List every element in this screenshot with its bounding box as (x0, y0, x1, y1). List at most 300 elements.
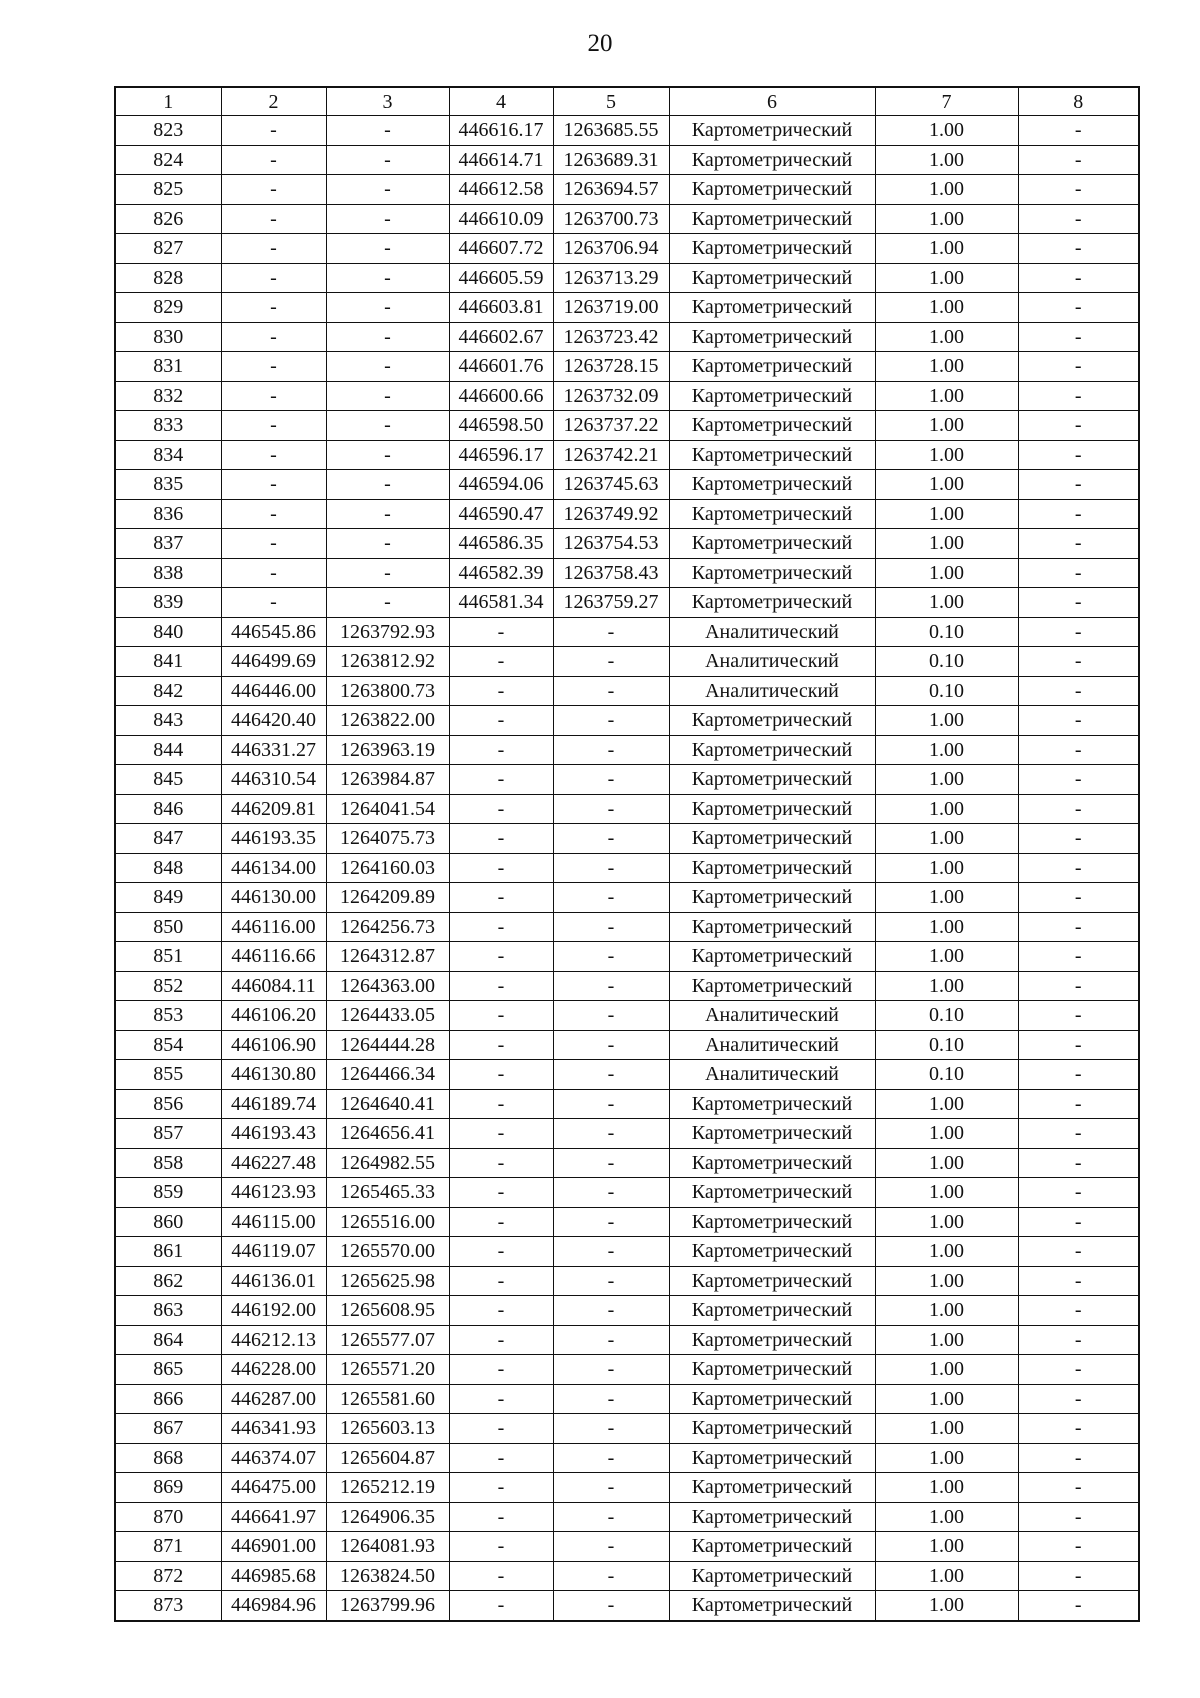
table-cell-col-3: 1264640.41 (326, 1089, 449, 1119)
table-cell-col-5: 1263700.73 (553, 204, 669, 234)
table-cell-col-3: - (326, 499, 449, 529)
column-header-8: 8 (1018, 87, 1139, 116)
table-cell-col-4: - (449, 676, 553, 706)
table-cell-col-5: 1263694.57 (553, 175, 669, 205)
table-cell-col-7: 0.10 (875, 1060, 1018, 1090)
table-cell-col-6: Картометрический (669, 1089, 875, 1119)
table-cell-col-7: 1.00 (875, 1443, 1018, 1473)
table-cell-col-1: 848 (115, 853, 221, 883)
table-cell-col-2: 446310.54 (221, 765, 326, 795)
table-cell-col-6: Картометрический (669, 1119, 875, 1149)
table-cell-col-5: 1263745.63 (553, 470, 669, 500)
table-row (115, 706, 1139, 736)
table-cell-col-5: 1263737.22 (553, 411, 669, 441)
table-cell-col-3: - (326, 411, 449, 441)
table-cell-col-7: 1.00 (875, 765, 1018, 795)
table-cell-col-1: 846 (115, 794, 221, 824)
table-cell-col-8: - (1018, 1502, 1139, 1532)
table-row (115, 912, 1139, 942)
table-cell-col-3: 1264982.55 (326, 1148, 449, 1178)
table-cell-col-8: - (1018, 470, 1139, 500)
table-cell-col-8: - (1018, 440, 1139, 470)
table-cell-col-1: 842 (115, 676, 221, 706)
table-row (115, 676, 1139, 706)
table-cell-col-1: 845 (115, 765, 221, 795)
table-cell-col-7: 0.10 (875, 676, 1018, 706)
table-row (115, 1532, 1139, 1562)
table-cell-col-6: Картометрический (669, 1473, 875, 1503)
table-cell-col-1: 827 (115, 234, 221, 264)
table-cell-col-5: - (553, 676, 669, 706)
table-cell-col-6: Аналитический (669, 647, 875, 677)
table-cell-col-5: 1263685.55 (553, 116, 669, 146)
table-cell-col-4: - (449, 617, 553, 647)
table-row (115, 1502, 1139, 1532)
column-header-1: 1 (115, 87, 221, 116)
table-cell-col-4: - (449, 1266, 553, 1296)
table-cell-col-3: 1265516.00 (326, 1207, 449, 1237)
table-cell-col-4: - (449, 883, 553, 913)
table-cell-col-6: Картометрический (669, 381, 875, 411)
table-cell-col-4: 446612.58 (449, 175, 553, 205)
table-cell-col-2: - (221, 234, 326, 264)
table-cell-col-2: - (221, 352, 326, 382)
table-cell-col-5: - (553, 1532, 669, 1562)
table-cell-col-1: 834 (115, 440, 221, 470)
table-cell-col-3: 1264256.73 (326, 912, 449, 942)
table-cell-col-5: - (553, 1443, 669, 1473)
table-cell-col-2: 446446.00 (221, 676, 326, 706)
table-cell-col-1: 868 (115, 1443, 221, 1473)
table-cell-col-7: 1.00 (875, 204, 1018, 234)
table-cell-col-5: 1263754.53 (553, 529, 669, 559)
table-cell-col-7: 1.00 (875, 1355, 1018, 1385)
table-cell-col-2: - (221, 175, 326, 205)
table-cell-col-6: Картометрический (669, 529, 875, 559)
coordinates-table (114, 86, 1140, 1622)
table-cell-col-3: 1264081.93 (326, 1532, 449, 1562)
table-cell-col-8: - (1018, 322, 1139, 352)
table-row (115, 647, 1139, 677)
table-row (115, 1443, 1139, 1473)
table-cell-col-1: 855 (115, 1060, 221, 1090)
table-cell-col-5: - (553, 1473, 669, 1503)
table-cell-col-7: 1.00 (875, 706, 1018, 736)
table-cell-col-1: 835 (115, 470, 221, 500)
table-cell-col-4: 446596.17 (449, 440, 553, 470)
table-cell-col-4: 446610.09 (449, 204, 553, 234)
table-cell-col-1: 833 (115, 411, 221, 441)
table-cell-col-8: - (1018, 735, 1139, 765)
table-cell-col-2: - (221, 322, 326, 352)
table-cell-col-4: - (449, 824, 553, 854)
table-cell-col-6: Картометрический (669, 1502, 875, 1532)
table-cell-col-6: Картометрический (669, 1237, 875, 1267)
table-cell-col-2: 446106.20 (221, 1001, 326, 1031)
table-cell-col-2: 446331.27 (221, 735, 326, 765)
table-cell-col-6: Картометрический (669, 1148, 875, 1178)
table-row (115, 175, 1139, 205)
table-cell-col-2: 446228.00 (221, 1355, 326, 1385)
table-cell-col-6: Картометрический (669, 794, 875, 824)
table-cell-col-4: - (449, 912, 553, 942)
table-cell-col-2: 446420.40 (221, 706, 326, 736)
table-cell-col-6: Картометрический (669, 1532, 875, 1562)
table-cell-col-7: 1.00 (875, 234, 1018, 264)
table-cell-col-2: - (221, 411, 326, 441)
table-cell-col-2: 446136.01 (221, 1266, 326, 1296)
table-cell-col-7: 1.00 (875, 1325, 1018, 1355)
table-cell-col-6: Картометрический (669, 145, 875, 175)
table-cell-col-8: - (1018, 1060, 1139, 1090)
table-cell-col-3: 1265577.07 (326, 1325, 449, 1355)
table-cell-col-2: 446287.00 (221, 1384, 326, 1414)
table-cell-col-7: 1.00 (875, 1591, 1018, 1621)
table-row (115, 204, 1139, 234)
table-row (115, 1207, 1139, 1237)
table-cell-col-8: - (1018, 145, 1139, 175)
table-row (115, 470, 1139, 500)
table-cell-col-3: 1264444.28 (326, 1030, 449, 1060)
table-cell-col-7: 1.00 (875, 293, 1018, 323)
table-cell-col-5: - (553, 1207, 669, 1237)
table-cell-col-6: Картометрический (669, 411, 875, 441)
table-cell-col-1: 857 (115, 1119, 221, 1149)
table-cell-col-3: - (326, 470, 449, 500)
table-cell-col-6: Картометрический (669, 588, 875, 618)
table-cell-col-3: 1265603.13 (326, 1414, 449, 1444)
table-cell-col-6: Картометрический (669, 853, 875, 883)
table-row (115, 942, 1139, 972)
table-cell-col-3: 1263799.96 (326, 1591, 449, 1621)
table-cell-col-2: - (221, 529, 326, 559)
table-header-row (115, 87, 1139, 116)
table-cell-col-2: - (221, 381, 326, 411)
table-cell-col-4: 446600.66 (449, 381, 553, 411)
table-cell-col-1: 872 (115, 1561, 221, 1591)
table-cell-col-6: Картометрический (669, 735, 875, 765)
table-cell-col-6: Картометрический (669, 1561, 875, 1591)
table-cell-col-1: 823 (115, 116, 221, 146)
table-cell-col-8: - (1018, 647, 1139, 677)
table-cell-col-4: - (449, 1296, 553, 1326)
table-cell-col-4: - (449, 1532, 553, 1562)
table-cell-col-1: 854 (115, 1030, 221, 1060)
table-cell-col-4: - (449, 1502, 553, 1532)
column-header-2: 2 (221, 87, 326, 116)
table-row (115, 1296, 1139, 1326)
table-cell-col-1: 869 (115, 1473, 221, 1503)
table-cell-col-6: Аналитический (669, 676, 875, 706)
table-cell-col-3: 1263984.87 (326, 765, 449, 795)
table-cell-col-3: 1263963.19 (326, 735, 449, 765)
table-cell-col-3: - (326, 529, 449, 559)
table-cell-col-3: 1264075.73 (326, 824, 449, 854)
table-cell-col-7: 1.00 (875, 1089, 1018, 1119)
table-cell-col-3: - (326, 588, 449, 618)
table-cell-col-7: 1.00 (875, 588, 1018, 618)
table-cell-col-6: Картометрический (669, 824, 875, 854)
table-cell-col-1: 866 (115, 1384, 221, 1414)
table-cell-col-5: - (553, 1384, 669, 1414)
table-cell-col-6: Картометрический (669, 234, 875, 264)
table-cell-col-8: - (1018, 971, 1139, 1001)
table-cell-col-2: - (221, 588, 326, 618)
table-cell-col-5: 1263728.15 (553, 352, 669, 382)
table-cell-col-8: - (1018, 942, 1139, 972)
table-cell-col-8: - (1018, 381, 1139, 411)
table-cell-col-6: Картометрический (669, 322, 875, 352)
table-cell-col-4: - (449, 794, 553, 824)
table-cell-col-1: 849 (115, 883, 221, 913)
table-cell-col-1: 865 (115, 1355, 221, 1385)
table-row (115, 588, 1139, 618)
table-row (115, 1473, 1139, 1503)
table-row (115, 1561, 1139, 1591)
table-cell-col-2: - (221, 499, 326, 529)
table-cell-col-7: 0.10 (875, 1001, 1018, 1031)
table-cell-col-8: - (1018, 853, 1139, 883)
table-cell-col-3: - (326, 234, 449, 264)
table-cell-col-4: 446605.59 (449, 263, 553, 293)
table-cell-col-3: - (326, 263, 449, 293)
table-cell-col-5: - (553, 1001, 669, 1031)
table-cell-col-2: 446189.74 (221, 1089, 326, 1119)
table-cell-col-1: 841 (115, 647, 221, 677)
table-cell-col-2: - (221, 558, 326, 588)
table-cell-col-2: 446134.00 (221, 853, 326, 883)
table-cell-col-5: - (553, 765, 669, 795)
table-cell-col-1: 843 (115, 706, 221, 736)
table-cell-col-5: 1263759.27 (553, 588, 669, 618)
table-cell-col-5: 1263742.21 (553, 440, 669, 470)
table-cell-col-3: 1264906.35 (326, 1502, 449, 1532)
table-cell-col-7: 1.00 (875, 912, 1018, 942)
table-cell-col-4: - (449, 853, 553, 883)
table-cell-col-3: - (326, 116, 449, 146)
table-cell-col-5: 1263732.09 (553, 381, 669, 411)
table-row (115, 1384, 1139, 1414)
table-cell-col-4: - (449, 1060, 553, 1090)
table-row (115, 1325, 1139, 1355)
table-cell-col-4: - (449, 1561, 553, 1591)
table-cell-col-6: Картометрический (669, 558, 875, 588)
table-cell-col-4: - (449, 1207, 553, 1237)
table-cell-col-3: 1264160.03 (326, 853, 449, 883)
table-cell-col-7: 1.00 (875, 263, 1018, 293)
table-row (115, 293, 1139, 323)
table-cell-col-3: 1263792.93 (326, 617, 449, 647)
table-cell-col-3: 1263812.92 (326, 647, 449, 677)
table-cell-col-5: - (553, 1591, 669, 1621)
table-cell-col-6: Картометрический (669, 116, 875, 146)
table-cell-col-7: 1.00 (875, 116, 1018, 146)
table-cell-col-8: - (1018, 706, 1139, 736)
table-cell-col-8: - (1018, 116, 1139, 146)
table-cell-col-4: 446598.50 (449, 411, 553, 441)
table-cell-col-6: Аналитический (669, 1030, 875, 1060)
table-cell-col-4: - (449, 1237, 553, 1267)
table-cell-col-2: 446106.90 (221, 1030, 326, 1060)
table-cell-col-7: 1.00 (875, 145, 1018, 175)
table-row (115, 499, 1139, 529)
table-row (115, 1355, 1139, 1385)
table-cell-col-7: 1.00 (875, 499, 1018, 529)
table-cell-col-2: 446130.00 (221, 883, 326, 913)
table-row (115, 971, 1139, 1001)
table-cell-col-1: 831 (115, 352, 221, 382)
table-cell-col-3: 1264433.05 (326, 1001, 449, 1031)
table-cell-col-6: Картометрический (669, 175, 875, 205)
table-cell-col-1: 832 (115, 381, 221, 411)
table-cell-col-8: - (1018, 794, 1139, 824)
table-cell-col-4: 446603.81 (449, 293, 553, 323)
table-cell-col-1: 867 (115, 1414, 221, 1444)
table-cell-col-3: 1265625.98 (326, 1266, 449, 1296)
table-cell-col-6: Картометрический (669, 352, 875, 382)
table-cell-col-1: 837 (115, 529, 221, 559)
table-cell-col-7: 1.00 (875, 1148, 1018, 1178)
table-cell-col-5: - (553, 971, 669, 1001)
table-cell-col-1: 829 (115, 293, 221, 323)
table-row (115, 1119, 1139, 1149)
table-cell-col-8: - (1018, 765, 1139, 795)
table-cell-col-5: - (553, 1266, 669, 1296)
column-header-3: 3 (326, 87, 449, 116)
table-cell-col-6: Картометрический (669, 883, 875, 913)
table-cell-col-7: 1.00 (875, 1266, 1018, 1296)
table-cell-col-5: - (553, 706, 669, 736)
table-cell-col-6: Картометрический (669, 1443, 875, 1473)
table-cell-col-2: 446212.13 (221, 1325, 326, 1355)
table-cell-col-8: - (1018, 1355, 1139, 1385)
table-cell-col-5: - (553, 1561, 669, 1591)
table-cell-col-2: 446475.00 (221, 1473, 326, 1503)
table-cell-col-7: 1.00 (875, 1178, 1018, 1208)
table-cell-col-3: - (326, 322, 449, 352)
table-cell-col-8: - (1018, 676, 1139, 706)
table-cell-col-7: 1.00 (875, 853, 1018, 883)
table-cell-col-8: - (1018, 1591, 1139, 1621)
column-header-4: 4 (449, 87, 553, 116)
table-cell-col-2: - (221, 293, 326, 323)
table-cell-col-7: 1.00 (875, 529, 1018, 559)
table-cell-col-6: Картометрический (669, 470, 875, 500)
table-cell-col-2: - (221, 470, 326, 500)
table-row (115, 617, 1139, 647)
table-cell-col-5: - (553, 1296, 669, 1326)
table-cell-col-5: - (553, 1237, 669, 1267)
column-header-7: 7 (875, 87, 1018, 116)
table-cell-col-2: - (221, 116, 326, 146)
table-cell-col-1: 826 (115, 204, 221, 234)
table-cell-col-7: 1.00 (875, 352, 1018, 382)
table-cell-col-2: - (221, 263, 326, 293)
table-cell-col-5: 1263723.42 (553, 322, 669, 352)
table-cell-col-5: - (553, 794, 669, 824)
table-cell-col-4: - (449, 706, 553, 736)
table-cell-col-8: - (1018, 411, 1139, 441)
table-row (115, 352, 1139, 382)
table-cell-col-5: - (553, 1178, 669, 1208)
table-cell-col-3: 1263824.50 (326, 1561, 449, 1591)
table-cell-col-8: - (1018, 558, 1139, 588)
table-cell-col-8: - (1018, 1443, 1139, 1473)
table-cell-col-1: 853 (115, 1001, 221, 1031)
table-cell-col-4: - (449, 1178, 553, 1208)
table-cell-col-5: - (553, 647, 669, 677)
table-cell-col-5: - (553, 883, 669, 913)
table-cell-col-2: 446123.93 (221, 1178, 326, 1208)
table-cell-col-7: 1.00 (875, 1502, 1018, 1532)
table-cell-col-4: - (449, 1591, 553, 1621)
table-cell-col-5: 1263689.31 (553, 145, 669, 175)
table-cell-col-2: 446116.00 (221, 912, 326, 942)
table-cell-col-8: - (1018, 588, 1139, 618)
table-cell-col-5: - (553, 1414, 669, 1444)
table-cell-col-1: 830 (115, 322, 221, 352)
table-cell-col-1: 852 (115, 971, 221, 1001)
table-cell-col-5: - (553, 1030, 669, 1060)
table-cell-col-1: 850 (115, 912, 221, 942)
table-cell-col-8: - (1018, 1001, 1139, 1031)
table-cell-col-6: Картометрический (669, 706, 875, 736)
table-cell-col-5: 1263758.43 (553, 558, 669, 588)
table-cell-col-5: - (553, 1148, 669, 1178)
table-cell-col-1: 825 (115, 175, 221, 205)
table-cell-col-3: 1264363.00 (326, 971, 449, 1001)
table-cell-col-7: 1.00 (875, 824, 1018, 854)
table-cell-col-4: 446614.71 (449, 145, 553, 175)
table-cell-col-4: 446601.76 (449, 352, 553, 382)
table-cell-col-1: 844 (115, 735, 221, 765)
table-cell-col-7: 1.00 (875, 794, 1018, 824)
table-cell-col-7: 1.00 (875, 1532, 1018, 1562)
table-cell-col-3: 1263822.00 (326, 706, 449, 736)
table-cell-col-4: 446581.34 (449, 588, 553, 618)
table-cell-col-1: 870 (115, 1502, 221, 1532)
table-cell-col-6: Картометрический (669, 204, 875, 234)
table-cell-col-3: - (326, 145, 449, 175)
table-row (115, 558, 1139, 588)
table-cell-col-4: 446602.67 (449, 322, 553, 352)
table-cell-col-2: 446084.11 (221, 971, 326, 1001)
table-cell-col-7: 1.00 (875, 971, 1018, 1001)
table-cell-col-8: - (1018, 824, 1139, 854)
page-number: 20 (587, 30, 613, 57)
table-cell-col-3: - (326, 440, 449, 470)
table-cell-col-8: - (1018, 912, 1139, 942)
table-cell-col-5: - (553, 1325, 669, 1355)
table-cell-col-7: 1.00 (875, 942, 1018, 972)
table-cell-col-4: - (449, 1001, 553, 1031)
table-cell-col-8: - (1018, 175, 1139, 205)
table-row (115, 411, 1139, 441)
table-cell-col-5: - (553, 824, 669, 854)
table-cell-col-1: 859 (115, 1178, 221, 1208)
table-cell-col-7: 1.00 (875, 883, 1018, 913)
table-cell-col-8: - (1018, 883, 1139, 913)
table-cell-col-8: - (1018, 1384, 1139, 1414)
table-row (115, 1178, 1139, 1208)
table-cell-col-8: - (1018, 352, 1139, 382)
table-row (115, 1266, 1139, 1296)
table-cell-col-2: 446209.81 (221, 794, 326, 824)
table-cell-col-7: 0.10 (875, 617, 1018, 647)
table-cell-col-3: 1265608.95 (326, 1296, 449, 1326)
table-cell-col-2: 446116.66 (221, 942, 326, 972)
table-cell-col-1: 828 (115, 263, 221, 293)
